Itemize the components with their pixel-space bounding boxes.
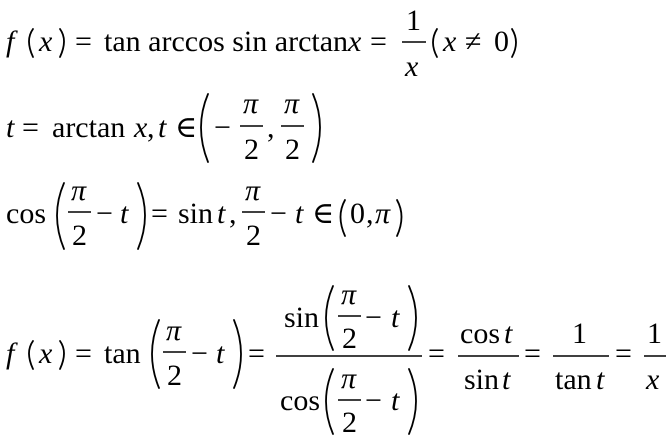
equals-sign: = xyxy=(248,337,265,370)
equals-sign: = xyxy=(428,337,445,370)
element-of-sign: ∈ xyxy=(175,111,198,144)
fraction-denominator-two: 2 xyxy=(167,359,182,392)
var-t: t xyxy=(6,111,15,144)
fraction-numerator-pi: π xyxy=(245,174,261,207)
func-cos: cos xyxy=(280,384,320,417)
paren-right xyxy=(409,369,416,434)
fraction-denominator-two: 2 xyxy=(342,406,357,439)
var-t: t xyxy=(391,301,400,334)
paren-right xyxy=(409,286,416,350)
comma: , xyxy=(267,111,275,144)
fraction-denominator-two: 2 xyxy=(285,133,300,166)
func-tan: tan xyxy=(555,363,592,396)
fraction-numerator-pi: π xyxy=(243,87,259,120)
paren-left xyxy=(433,29,437,57)
fraction-denominator-two: 2 xyxy=(72,219,87,252)
var-t: t xyxy=(391,384,400,417)
paren-left xyxy=(29,29,33,57)
fraction-denominator: x xyxy=(405,50,419,83)
var-t: t xyxy=(217,197,226,230)
equals-sign: = xyxy=(524,337,541,370)
paren-right xyxy=(234,320,241,388)
var-t: t xyxy=(295,197,304,230)
number-zero: 0 xyxy=(494,25,509,58)
var-t: t xyxy=(502,363,511,396)
func-sin: sin xyxy=(464,363,500,396)
paren-right xyxy=(397,200,402,236)
var-x: x xyxy=(348,25,362,58)
paren-right xyxy=(60,29,64,57)
var-t: t xyxy=(120,197,129,230)
minus-sign: − xyxy=(191,337,208,370)
func-cos: cos xyxy=(460,317,500,350)
fraction-numerator: 1 xyxy=(647,317,662,350)
var-t: t xyxy=(504,317,513,350)
paren-left xyxy=(201,94,208,162)
element-of-sign: ∈ xyxy=(312,197,335,230)
equation-line-2 xyxy=(6,87,320,166)
paren-right xyxy=(60,341,64,369)
number-zero: 0 xyxy=(350,197,365,230)
var-x: x xyxy=(39,337,53,370)
comma: , xyxy=(147,111,155,144)
equals-sign: = xyxy=(370,25,387,58)
equals-sign: = xyxy=(22,111,39,144)
equals-sign: = xyxy=(75,25,92,58)
equation-line-3 xyxy=(6,174,402,252)
var-x: x xyxy=(39,25,53,58)
func-sin: sin xyxy=(284,301,320,334)
paren-left xyxy=(57,183,64,249)
var-t: t xyxy=(158,111,167,144)
fraction-numerator-pi: π xyxy=(166,314,182,347)
func-sin: sin xyxy=(178,197,214,230)
fraction-denominator-two: 2 xyxy=(342,322,357,355)
fraction-numerator: 1 xyxy=(572,317,587,350)
symbol-pi: π xyxy=(375,197,391,230)
paren-right xyxy=(512,29,516,57)
var-t: t xyxy=(596,363,605,396)
equation-line-1 xyxy=(6,4,516,83)
var-x: x xyxy=(443,25,457,58)
minus-sign: − xyxy=(270,197,287,230)
var-x: x xyxy=(134,111,148,144)
fraction-numerator: 1 xyxy=(406,4,421,37)
paren-right xyxy=(313,94,320,162)
func-f: f xyxy=(6,25,15,58)
not-equal-sign: ≠ xyxy=(465,25,482,58)
minus-sign: − xyxy=(365,384,382,417)
paren-left xyxy=(341,200,346,236)
equals-sign: = xyxy=(151,197,168,230)
comma: , xyxy=(366,197,374,230)
equation-line-4 xyxy=(6,278,666,439)
fraction-numerator-pi: π xyxy=(71,174,87,207)
fraction-numerator-pi: π xyxy=(341,362,357,395)
comma: , xyxy=(229,197,237,230)
func-cos: cos xyxy=(6,197,46,230)
func-f: f xyxy=(6,337,15,370)
equals-sign: = xyxy=(75,337,92,370)
fraction-denominator: x xyxy=(646,363,660,396)
paren-left xyxy=(326,286,333,350)
var-t: t xyxy=(216,337,225,370)
minus-sign: − xyxy=(365,301,382,334)
fraction-denominator-two: 2 xyxy=(244,133,259,166)
paren-left xyxy=(152,320,159,388)
func-arctan: arctan xyxy=(52,111,126,144)
function-chain: tan arccos sin arctan xyxy=(104,25,349,58)
equals-sign: = xyxy=(615,337,632,370)
fraction-denominator-two: 2 xyxy=(246,219,261,252)
paren-left xyxy=(326,369,333,434)
minus-sign: − xyxy=(96,197,113,230)
fraction-numerator-pi: π xyxy=(341,278,357,311)
paren-right xyxy=(138,183,145,249)
fraction-numerator-pi: π xyxy=(284,87,300,120)
paren-left xyxy=(29,341,33,369)
minus-sign: − xyxy=(214,111,231,144)
func-tan: tan xyxy=(104,337,141,370)
